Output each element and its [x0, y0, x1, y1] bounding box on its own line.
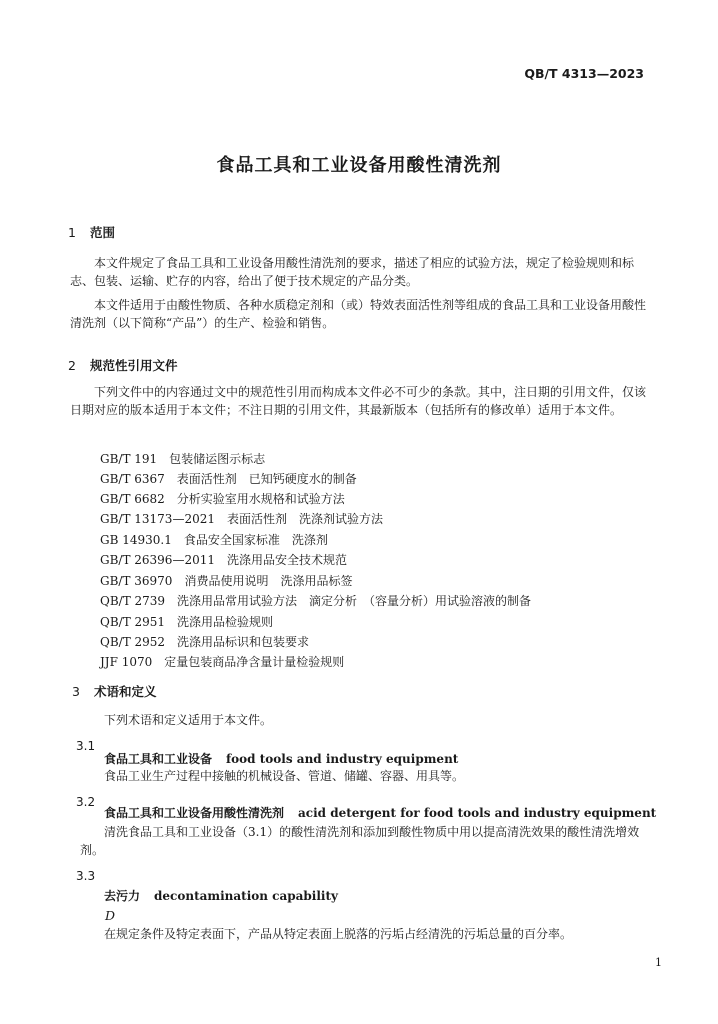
scope-paragraph-1: 本文件规定了食品工具和工业设备用酸性清洗剂的要求，描述了相应的试验方法，规定了检验规则和标志、包装、运输、贮存的内容，给出了便于技术规定的产品分类。 — [70, 256, 635, 288]
term-number: 3.2 — [76, 795, 96, 809]
scope-paragraph-2: 本文件适用于由酸性物质、各种水质稳定剂和（或）特效表面活性剂等组成的食品工具和工业设备用酸性清洗剂（以下简称“产品”）的生产、检验和销售。 — [70, 298, 647, 330]
reference-item: QB/T 2739 洗涤用品常用试验方法 滴定分析 （容量分析）用试验溶液的制备 — [100, 594, 532, 608]
term-definition: 在规定条件及特定表面下，产品从特定表面上脱落的污垢占经清洗的污垢总量的百分率。 — [104, 927, 573, 941]
reference-item: GB/T 6682 分析实验室用水规格和试验方法 — [100, 492, 345, 506]
term-symbol: D — [105, 908, 116, 923]
term-name-en: food tools and industry equipment — [226, 752, 459, 766]
section-number: 2 — [68, 358, 76, 373]
term-name-en: acid detergent for food tools and industry equipment — [298, 806, 657, 820]
term-name-en: decontamination capability — [154, 889, 338, 903]
section-2-heading — [68, 356, 178, 374]
document-title: 食品工具和工业设备用酸性清洗剂 — [216, 155, 502, 176]
reference-item: JJF 1070 定量包装商品净含量计量检验规则 — [100, 655, 345, 669]
section-title: 规范性引用文件 — [90, 358, 178, 373]
reference-item: QB/T 2952 洗涤用品标识和包装要求 — [100, 635, 310, 649]
section-title: 范围 — [90, 225, 116, 240]
section-1-heading — [68, 223, 115, 241]
term-definition: 食品工业生产过程中接触的机械设备、管道、储罐、容器、用具等。 — [104, 769, 465, 783]
reference-item: GB/T 191 包装储运图示标志 — [100, 452, 266, 466]
term-name — [104, 750, 458, 767]
term-number: 3.3 — [76, 869, 96, 883]
page-number: 1 — [655, 956, 662, 969]
term-name-zh: 食品工具和工业设备用酸性清洗剂 — [104, 806, 285, 820]
reference-item: GB/T 13173—2021 表面活性剂 洗涤剂试验方法 — [100, 512, 383, 526]
term-name — [104, 804, 656, 821]
section-title: 术语和定义 — [94, 684, 157, 699]
terms-intro: 下列术语和定义适用于本文件。 — [104, 713, 273, 727]
reference-item: GB/T 36970 消费品使用说明 洗涤用品标签 — [100, 574, 353, 588]
section-number: 1 — [68, 225, 76, 240]
term-name-zh: 去污力 — [104, 889, 141, 903]
term-number: 3.1 — [76, 739, 96, 753]
references-intro: 下列文件中的内容通过文中的规范性引用而构成本文件必不可少的条款。其中，注日期的引用文件，仅该日期对应的版本适用于本文件；不注日期的引用文件，其最新版本（包括所有的修改单）适用于本文件。 — [70, 385, 647, 417]
reference-item: GB/T 26396—2011 洗涤用品安全技术规范 — [100, 553, 347, 567]
reference-item: GB 14930.1 食品安全国家标准 洗涤剂 — [100, 533, 328, 547]
term-definition: 清洗食品工具和工业设备（3.1）的酸性清洗剂和添加到酸性物质中用以提高清洗效果的酸性清洗增效剂。 — [80, 825, 640, 857]
standard-number: QB/T 4313—2023 — [524, 66, 644, 81]
section-number: 3 — [72, 684, 80, 699]
section-3-heading — [72, 682, 157, 700]
reference-item: GB/T 6367 表面活性剂 已知钙硬度水的制备 — [100, 472, 357, 486]
term-name-zh: 食品工具和工业设备 — [104, 752, 213, 766]
term-name — [104, 887, 338, 904]
reference-item: QB/T 2951 洗涤用品检验规则 — [100, 615, 274, 629]
